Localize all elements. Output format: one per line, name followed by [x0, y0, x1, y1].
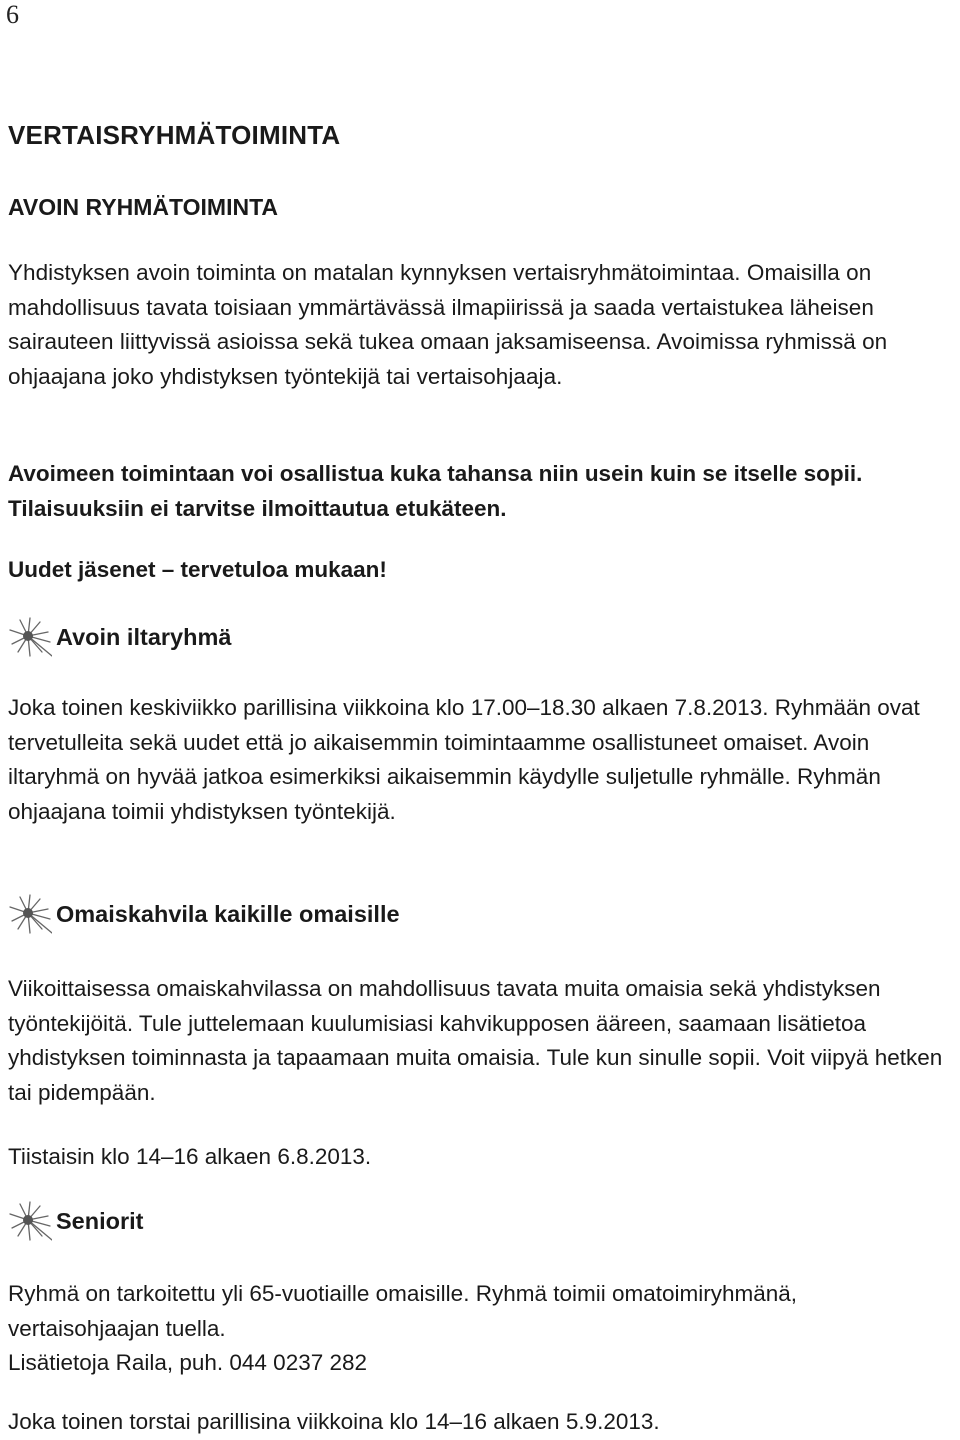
open-participation-paragraph: Avoimeen toimintaan voi osallistua kuka tahansa niin usein kuin se itselle sopii. Tilaisuuksiin ei tarvitse ilmoittautua etukäteen. [8, 461, 863, 521]
section-body: Viikoittaisessa omaiskahvilassa on mahdollisuus tavata muita omaisia sekä yhdistyksen työntekijöitä. Tule juttelemaan kuulumisiasi kahvikupposen ääreen, saamaan lisätietoa yhdistyksen toiminnasta ja tapaamaan muita omaisia. Tule kun sinulle sopii. Voit viipyä hetken tai pidempään. [8, 976, 943, 1105]
section-heading-label: Avoin iltaryhmä [56, 624, 232, 650]
section-body [8, 1277, 938, 1381]
intro-paragraph: Yhdistyksen avoin toiminta on matalan kynnyksen vertaisryhmätoimintaa. Omaisilla on mahdollisuus tavata toisiaan ymmärtävässä ilmapiirissä ja saada vertaistukea läheisen sairauteen liittyvissä asioissa sekä tukea omaan jaksamiseensa. Avoimissa ryhmissä on ohjaajana joko yhdistyksen työntekijä tai vertaisohjaaja. [8, 260, 888, 389]
section-heading-label: Omaiskahvila kaikille omaisille [56, 901, 400, 927]
page-number: 6 [6, 0, 19, 29]
starburst-icon [8, 893, 52, 937]
section-body: Joka toinen keskiviikko parillisina viikkoina klo 17.00–18.30 alkaen 7.8.2013. Ryhmään ovat tervetulleita sekä uudet että jo aikaisemmin toimintaamme osallistuneet omaiset. Avoin iltaryhmä on hyvää jatkoa esimerkiksi aikaisemmin käydylle suljetulle ryhmälle. Ryhmän ohjaajana toimii yhdistyksen työntekijä. [8, 695, 920, 824]
starburst-icon [8, 616, 52, 660]
welcome-text: Uudet jäsenet – tervetuloa mukaan! [8, 557, 387, 582]
section-schedule: Joka toinen torstai parillisina viikkoina klo 14–16 alkaen 5.9.2013. [8, 1409, 660, 1434]
section-heading-label: Seniorit [56, 1208, 144, 1234]
section-schedule: Tiistaisin klo 14–16 alkaen 6.8.2013. [8, 1144, 372, 1169]
starburst-icon [8, 1200, 52, 1244]
section-title: AVOIN RYHMÄTOIMINTA [8, 194, 279, 220]
page-title: VERTAISRYHMÄTOIMINTA [8, 120, 341, 150]
section-body-text: Ryhmä on tarkoitettu yli 65-vuotiaille omaisille. Ryhmä toimii omatoimiryhmänä, vertaisohjaajan tuella. [8, 1281, 798, 1341]
contact-text: Lisätietoja Raila, puh. 044 0237 282 [8, 1350, 368, 1375]
